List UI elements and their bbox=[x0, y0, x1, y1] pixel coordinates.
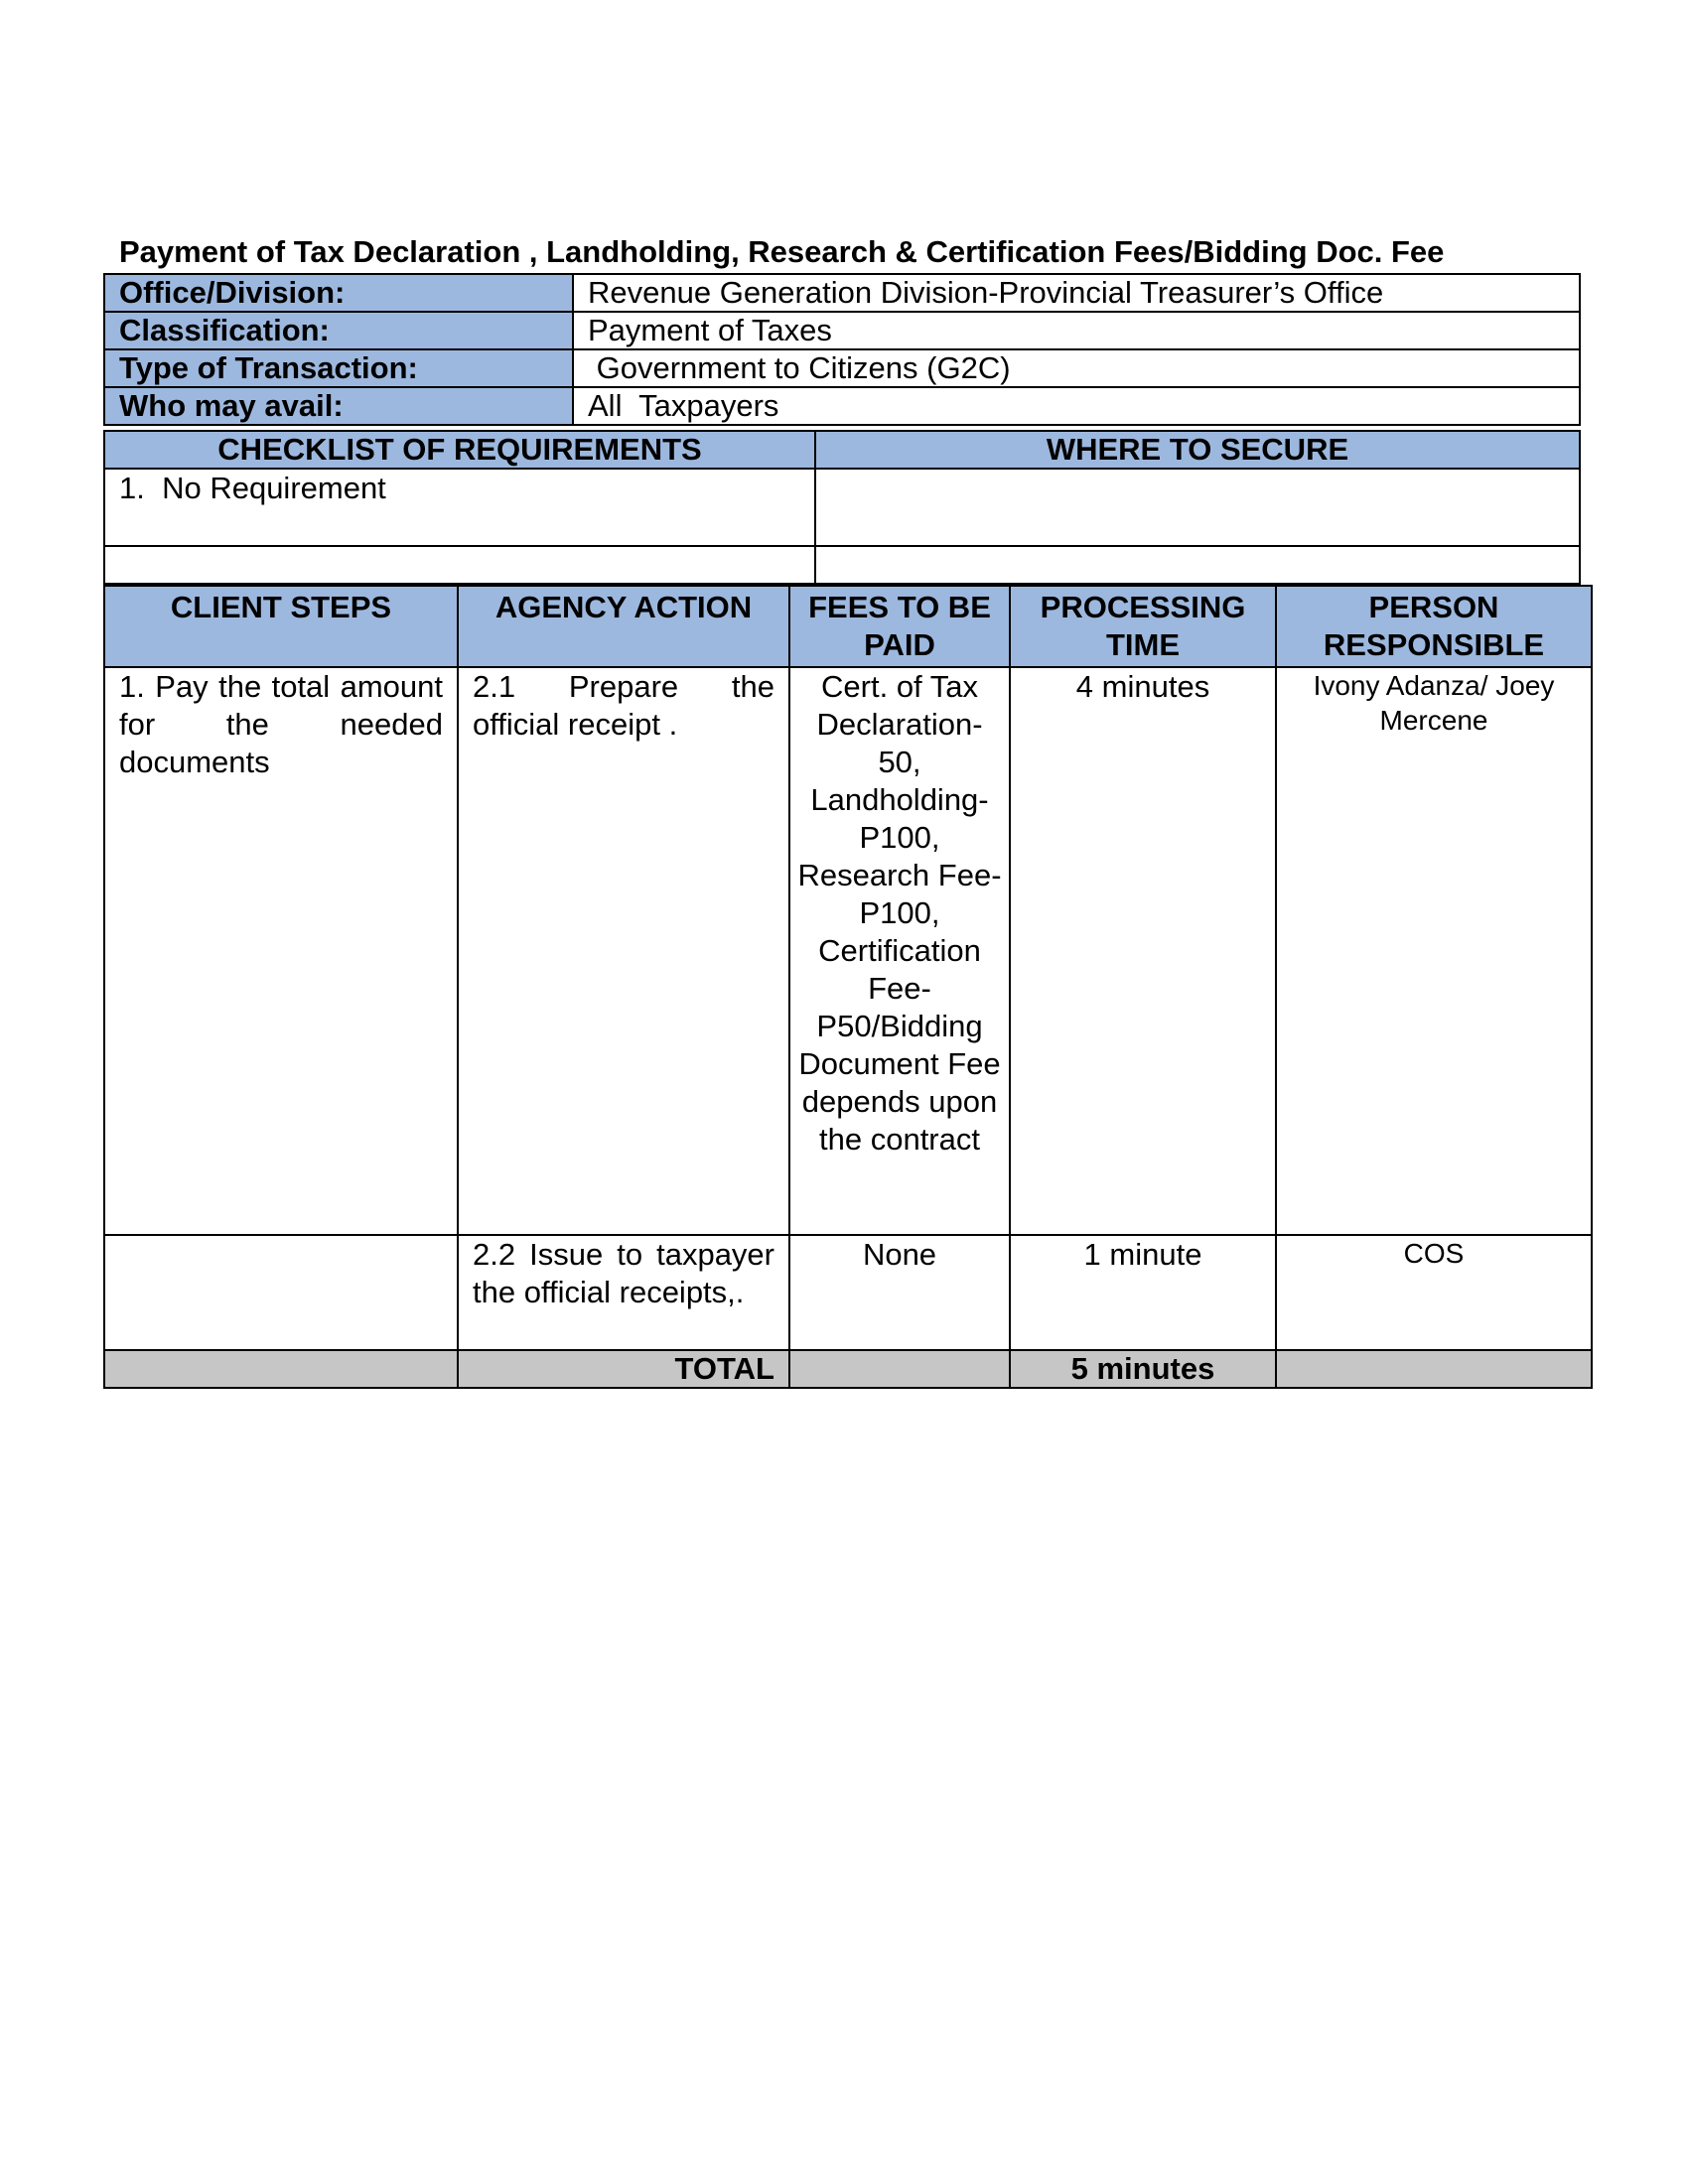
service-info-table bbox=[103, 273, 1581, 426]
client-step bbox=[104, 1235, 458, 1350]
requirements-table bbox=[103, 430, 1581, 585]
classification-value: Payment of Taxes bbox=[573, 312, 1580, 349]
client-steps-table bbox=[103, 585, 1593, 1389]
fees-to-be-paid: Cert. of Tax Declaration-50, Landholding-P100, Research Fee-P100, Certification Fee-P50/Bidding Document Fee depends upon the contract bbox=[789, 667, 1010, 1235]
info-row-classification bbox=[104, 312, 1580, 349]
info-row-transaction bbox=[104, 349, 1580, 387]
classification-label: Classification: bbox=[104, 312, 573, 349]
agency-action-header: AGENCY ACTION bbox=[458, 586, 789, 667]
total-time: 5 minutes bbox=[1010, 1350, 1276, 1388]
total-row bbox=[104, 1350, 1592, 1388]
transaction-type-value: Government to Citizens (G2C) bbox=[573, 349, 1580, 387]
fees-to-be-paid: None bbox=[789, 1235, 1010, 1350]
processing-time: 4 minutes bbox=[1010, 667, 1276, 1235]
empty-cell bbox=[789, 1350, 1010, 1388]
page-title: Payment of Tax Declaration , Landholding, Research & Certification Fees/Bidding Doc. Fee bbox=[119, 234, 1445, 269]
requirement-where bbox=[815, 469, 1580, 546]
processing-time-header: PROCESSING TIME bbox=[1010, 586, 1276, 667]
total-label: TOTAL bbox=[458, 1350, 789, 1388]
empty-cell bbox=[815, 546, 1580, 584]
empty-cell bbox=[104, 1350, 458, 1388]
agency-action: 2.1 Prepare the official receipt . bbox=[458, 667, 789, 1235]
table-row bbox=[104, 1235, 1592, 1350]
who-may-avail-label: Who may avail: bbox=[104, 387, 573, 425]
empty-cell bbox=[1276, 1350, 1592, 1388]
client-step: 1. Pay the total amount for the needed documents bbox=[104, 667, 458, 1235]
info-row-office bbox=[104, 274, 1580, 312]
client-steps-header: CLIENT STEPS bbox=[104, 586, 458, 667]
person-responsible-header: PERSON RESPONSIBLE bbox=[1276, 586, 1592, 667]
transaction-type-label: Type of Transaction: bbox=[104, 349, 573, 387]
person-responsible: COS bbox=[1276, 1235, 1592, 1350]
requirements-header-row bbox=[104, 431, 1580, 469]
table-row bbox=[104, 667, 1592, 1235]
office-label: Office/Division: bbox=[104, 274, 573, 312]
requirement-row bbox=[104, 469, 1580, 546]
info-row-who-may-avail bbox=[104, 387, 1580, 425]
checklist-header: CHECKLIST OF REQUIREMENTS bbox=[104, 431, 815, 469]
who-may-avail-value: All Taxpayers bbox=[573, 387, 1580, 425]
where-to-secure-header: WHERE TO SECURE bbox=[815, 431, 1580, 469]
requirement-empty-row bbox=[104, 546, 1580, 584]
requirement-item: 1. No Requirement bbox=[104, 469, 815, 546]
processing-time: 1 minute bbox=[1010, 1235, 1276, 1350]
fees-header: FEES TO BE PAID bbox=[789, 586, 1010, 667]
steps-header-row bbox=[104, 586, 1592, 667]
agency-action: 2.2 Issue to taxpayer the official receipts,. bbox=[458, 1235, 789, 1350]
empty-cell bbox=[104, 546, 815, 584]
office-value: Revenue Generation Division-Provincial Treasurer’s Office bbox=[573, 274, 1580, 312]
person-responsible: Ivony Adanza/ Joey Mercene bbox=[1276, 667, 1592, 1235]
